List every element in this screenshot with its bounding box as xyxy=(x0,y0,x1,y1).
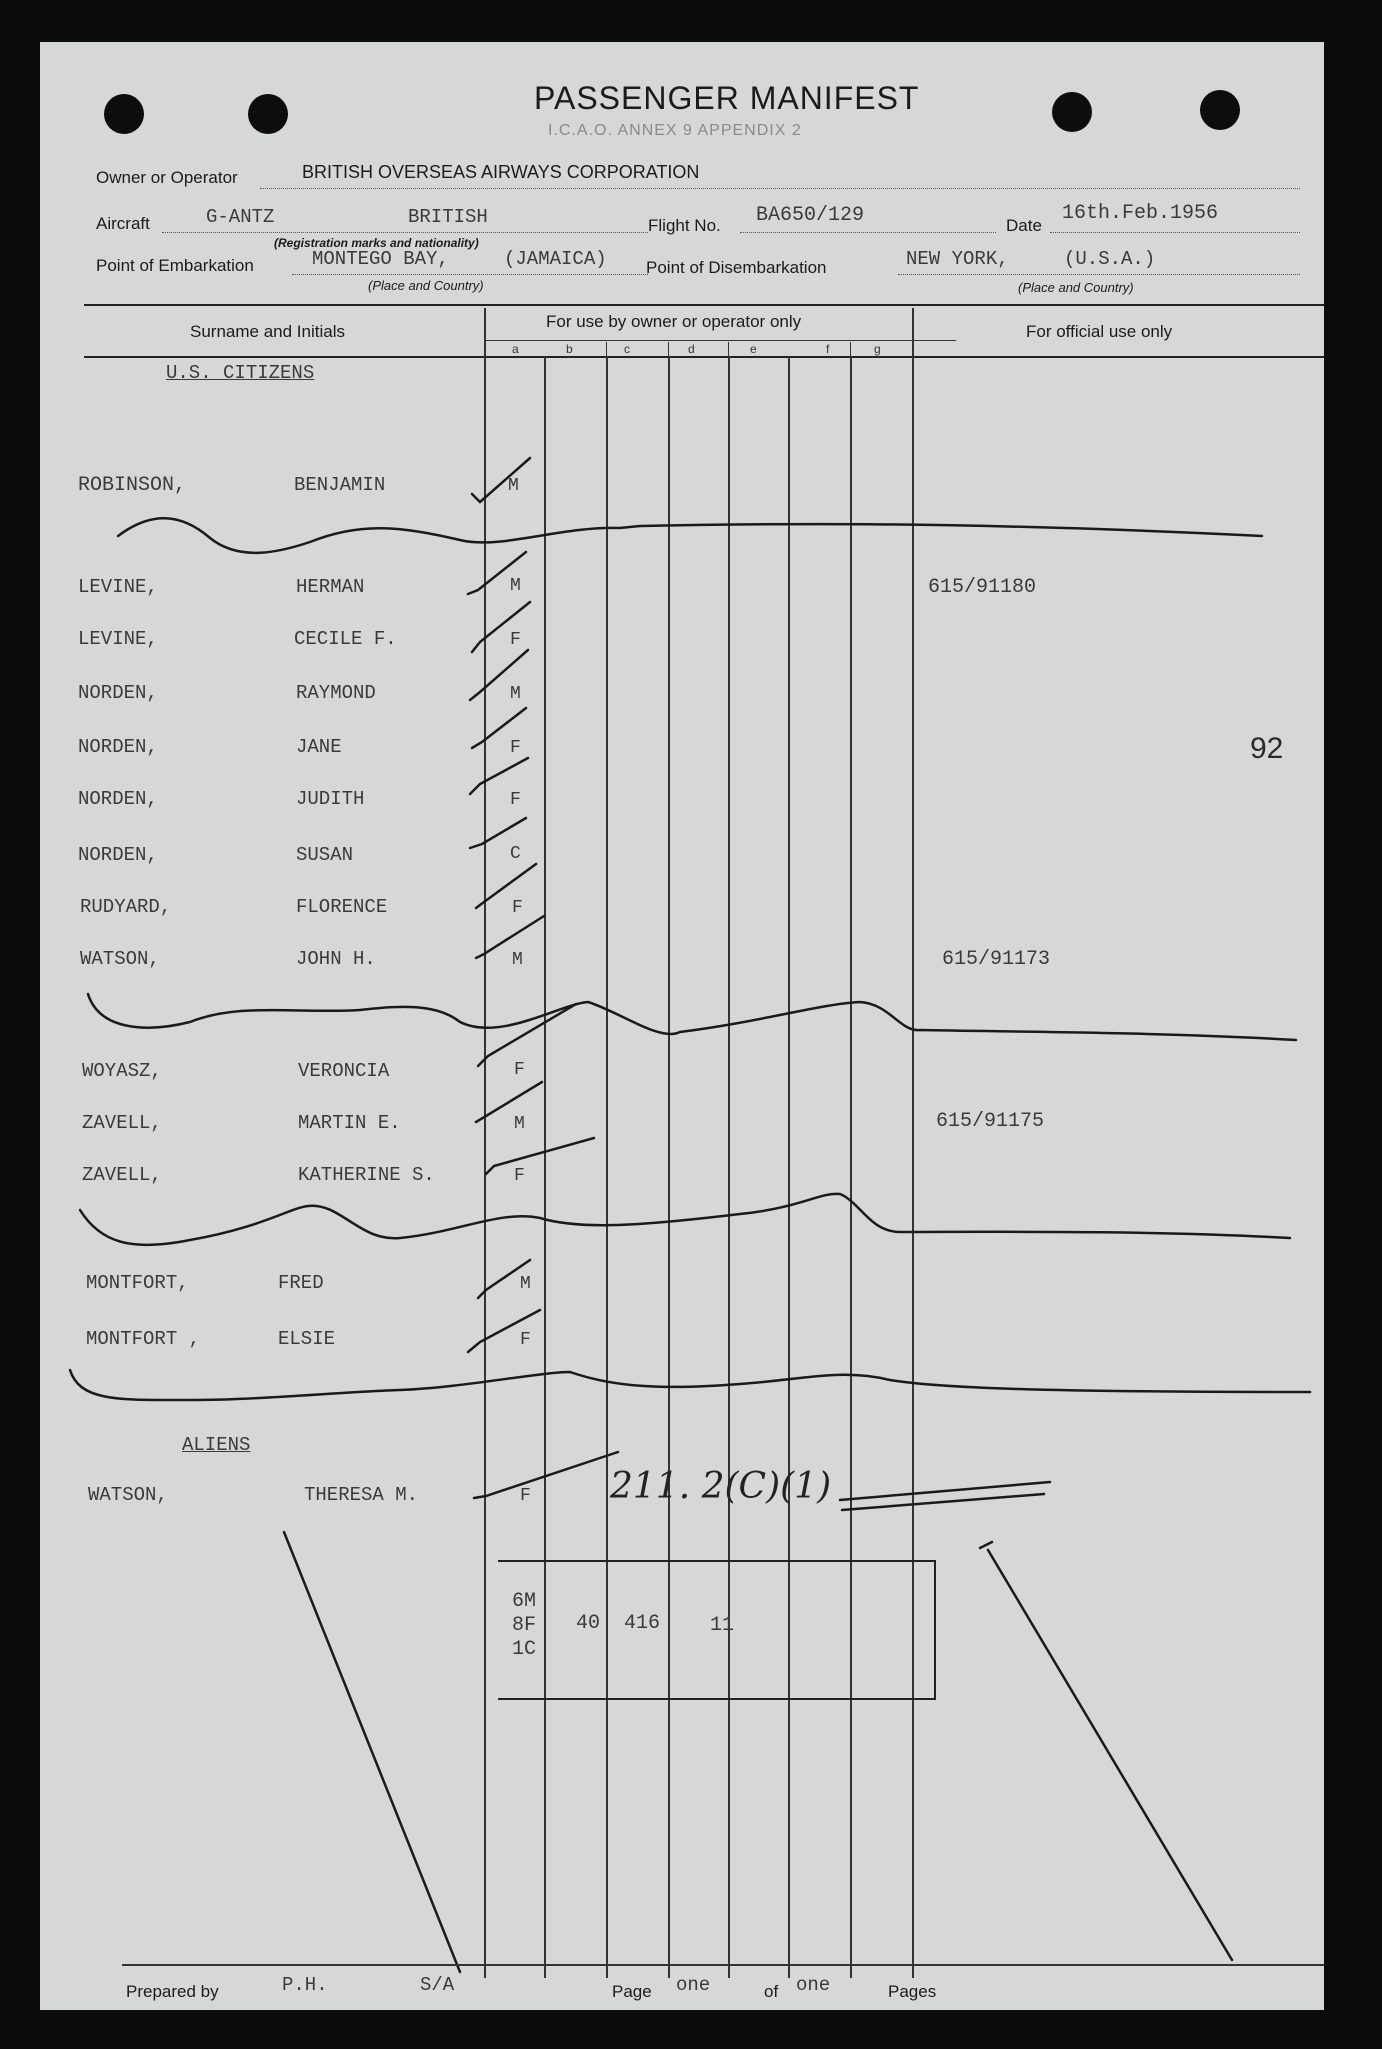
handwriting-overlay xyxy=(40,42,1324,2010)
check-mark xyxy=(486,1138,594,1174)
passenger-sex: F xyxy=(510,738,521,758)
check-mark xyxy=(476,916,544,958)
passenger-sex: M xyxy=(508,476,519,496)
owner-label: Owner or Operator xyxy=(96,168,238,187)
stamp-number: 92 xyxy=(1250,732,1284,765)
passenger-official: 615/91175 xyxy=(936,1110,1045,1133)
passenger-first-name: HERMAN xyxy=(296,576,365,598)
embarkation-country: (JAMAICA) xyxy=(504,248,607,270)
strikethrough-mark xyxy=(840,1482,1050,1500)
passenger-surname: WATSON, xyxy=(80,948,160,970)
passenger-surname: NORDEN, xyxy=(78,788,158,810)
aircraft-caption: (Registration marks and nationality) xyxy=(274,236,479,250)
owner-value: BRITISH OVERSEAS AIRWAYS CORPORATION xyxy=(302,162,700,182)
check-mark xyxy=(478,1004,576,1066)
passenger-first-name: MARTIN E. xyxy=(298,1112,401,1134)
diagonal-cancel-line xyxy=(988,1550,1232,1960)
passenger-first-name: JOHN H. xyxy=(296,948,376,970)
aircraft-registration: G-ANTZ xyxy=(206,206,275,228)
passenger-surname: NORDEN, xyxy=(78,682,158,704)
manifest-subtitle: I.C.A.O. ANNEX 9 APPENDIX 2 xyxy=(548,122,802,139)
passenger-sex: F xyxy=(510,630,521,650)
manifest-paper xyxy=(40,42,1324,2010)
passenger-surname: ZAVELL, xyxy=(82,1112,162,1134)
passenger-first-name: CECILE F. xyxy=(294,628,397,650)
passenger-surname: RUDYARD, xyxy=(80,896,172,918)
disembarkation-country: (U.S.A.) xyxy=(1064,248,1156,270)
wavy-divider xyxy=(118,518,1262,553)
disembarkation-label: Point of Disembarkation xyxy=(646,258,827,277)
disembarkation-place: NEW YORK, xyxy=(906,248,1009,270)
surname-header: Surname and Initials xyxy=(190,322,345,341)
col-letter-b: b xyxy=(566,342,573,356)
embarkation-label: Point of Embarkation xyxy=(96,256,254,275)
passenger-first-name: FLORENCE xyxy=(296,896,388,918)
check-mark xyxy=(468,552,526,594)
aircraft-label: Aircraft xyxy=(96,214,150,233)
official-use-header: For official use only xyxy=(1026,322,1173,341)
disembarkation-caption: (Place and Country) xyxy=(1018,280,1134,295)
date-label: Date xyxy=(1006,216,1042,235)
check-mark xyxy=(472,602,530,652)
passenger-official: 615/91173 xyxy=(942,948,1051,971)
check-mark xyxy=(470,758,528,794)
date-value: 16th.Feb.1956 xyxy=(1062,202,1219,225)
col-letter-a: a xyxy=(512,342,519,356)
passenger-sex: C xyxy=(510,844,521,864)
passenger-first-name: BENJAMIN xyxy=(294,474,386,496)
prepared-by-role: S/A xyxy=(420,1974,455,1996)
of-label: of xyxy=(764,1982,779,2001)
col-letter-d: d xyxy=(688,342,695,356)
alien-code-annotation: 211. 2(C)(1) xyxy=(610,1466,832,1507)
passenger-sex: M xyxy=(512,950,523,970)
check-mark xyxy=(470,818,526,848)
diagonal-cancel-line xyxy=(284,1532,460,1972)
wavy-divider xyxy=(70,1370,1310,1400)
total-column-d: 11 xyxy=(710,1614,735,1637)
passenger-sex: M xyxy=(520,1274,531,1294)
passenger-first-name: FRED xyxy=(278,1272,324,1294)
aircraft-nationality: BRITISH xyxy=(408,206,488,228)
total-child: 1C xyxy=(512,1638,537,1661)
passenger-surname: NORDEN, xyxy=(78,736,158,758)
col-letter-g: g xyxy=(874,342,881,356)
total-column-b: 40 xyxy=(576,1612,601,1635)
passenger-first-name: SUSAN xyxy=(296,844,354,866)
wavy-divider xyxy=(80,1194,1290,1245)
passenger-sex: M xyxy=(510,684,521,704)
check-mark xyxy=(472,708,526,748)
passenger-sex: F xyxy=(514,1060,525,1080)
page-label: Page xyxy=(612,1982,652,2001)
check-mark xyxy=(470,650,528,700)
embarkation-caption: (Place and Country) xyxy=(368,278,484,293)
passenger-official: 615/91180 xyxy=(928,576,1037,599)
owner-use-header: For use by owner or operator only xyxy=(546,312,802,331)
passenger-sex: F xyxy=(510,790,521,810)
check-mark xyxy=(474,1452,618,1498)
check-mark xyxy=(468,1310,540,1352)
passenger-sex: F xyxy=(520,1330,531,1350)
passenger-surname: ZAVELL, xyxy=(82,1164,162,1186)
passenger-sex: F xyxy=(520,1486,531,1506)
pages-label: Pages xyxy=(888,1982,937,2001)
passenger-surname: MONTFORT, xyxy=(86,1272,189,1294)
check-mark xyxy=(472,458,530,502)
passenger-sex: M xyxy=(510,576,521,596)
flight-label: Flight No. xyxy=(648,216,721,235)
section-us-citizens: U.S. CITIZENS xyxy=(166,362,315,384)
of-value: one xyxy=(796,1974,831,1996)
prepared-by-value: P.H. xyxy=(282,1974,328,1996)
check-mark xyxy=(478,1260,530,1298)
embarkation-place: MONTEGO BAY, xyxy=(312,248,449,270)
check-mark xyxy=(476,1082,542,1122)
passenger-first-name: THERESA M. xyxy=(304,1484,419,1506)
passenger-sex: F xyxy=(512,898,523,918)
col-letter-f: f xyxy=(826,342,830,356)
passenger-first-name: VERONCIA xyxy=(298,1060,390,1082)
check-mark xyxy=(476,864,536,908)
col-letter-c: c xyxy=(624,342,630,356)
passenger-sex: M xyxy=(514,1114,525,1134)
section-aliens: ALIENS xyxy=(182,1434,251,1456)
passenger-first-name: ELSIE xyxy=(278,1328,336,1350)
passenger-surname: WATSON, xyxy=(88,1484,168,1506)
passenger-surname: WOYASZ, xyxy=(82,1060,162,1082)
passenger-first-name: KATHERINE S. xyxy=(298,1164,435,1186)
page-value: one xyxy=(676,1974,711,1996)
total-male: 6M xyxy=(512,1590,537,1613)
flight-number: BA650/129 xyxy=(756,204,865,227)
passenger-first-name: JANE xyxy=(296,736,342,758)
wavy-divider xyxy=(88,994,1296,1040)
diagonal-cancel-line xyxy=(980,1542,992,1548)
passenger-sex: F xyxy=(514,1166,525,1186)
prepared-by-label: Prepared by xyxy=(126,1982,219,2001)
total-female: 8F xyxy=(512,1614,537,1637)
col-letter-e: e xyxy=(750,342,757,356)
total-column-c: 416 xyxy=(624,1612,661,1635)
passenger-surname: MONTFORT , xyxy=(86,1328,201,1350)
passenger-surname: LEVINE, xyxy=(78,576,158,598)
passenger-surname: ROBINSON, xyxy=(78,474,187,497)
manifest-title: PASSENGER MANIFEST xyxy=(534,80,920,116)
passenger-first-name: RAYMOND xyxy=(296,682,376,704)
passenger-surname: LEVINE, xyxy=(78,628,158,650)
passenger-surname: NORDEN, xyxy=(78,844,158,866)
passenger-first-name: JUDITH xyxy=(296,788,365,810)
